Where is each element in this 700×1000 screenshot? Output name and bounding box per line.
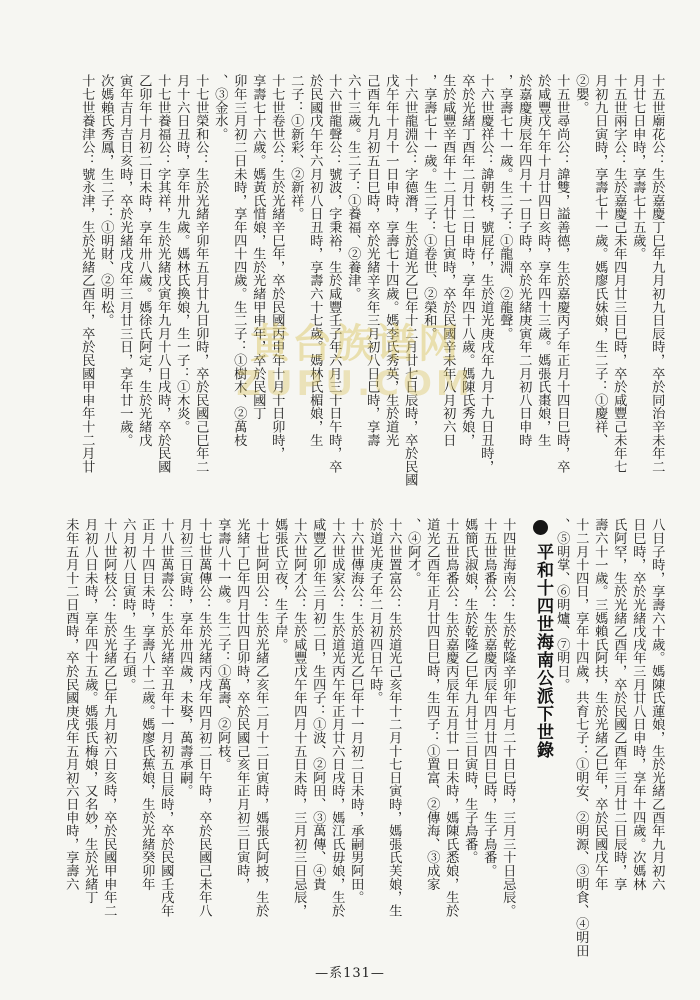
upper-text-column: 己酉年九月初五日巳時，卒於光緒辛亥年三月初八日巳時，享壽 (364, 74, 380, 447)
lower-text-column: 未年五月十二日酉時，卒於民國庚戌年五月初六日申時，享壽六 (63, 518, 79, 891)
lower-text-column: 十五世鳥番公：生於嘉慶丙辰年四月廿四日巳時，生子鳥番。 (481, 518, 497, 878)
upper-text-column: 十七世榮和公：生於光緒辛卯年五月廿九日卯時，卒於民國己巳年二 (193, 74, 209, 473)
upper-text-column: 於嘉慶庚辰年四月十一日子時，卒於光緒庚寅年二月初八日申時 (516, 74, 532, 447)
lower-text-column: 正月十四日未時，享壽八十二歲。媽廖氏蕉娘，生於光緒癸卯年 (139, 518, 155, 891)
upper-text-column: 月十六日丑時，享年卅九歲。媽林氏換娘，生一子：①木炎。 (174, 74, 190, 434)
lower-text-column: 、⑤明掌、⑥明爐、⑦明日。 (554, 518, 570, 691)
lower-text-column: 十六世置富公：生於道光己亥年十二月十七日寅時，媽張氏芙娘，生 (386, 518, 402, 917)
lower-text-column: 十七世萬傳公：生於光緒丙戌年四月初二日午時，卒於民國己未年八 (196, 518, 212, 917)
lower-text-column: 媽簡氏淑娘，生於乾隆乙巳年九月廿三日寅時，生子鳥番。 (462, 518, 478, 864)
upper-text-column: 十七世養福公：字其祥，生於光緒戊寅年九月十八日戌時，卒於民國 (155, 74, 171, 473)
page-number: —系131— (315, 966, 385, 981)
upper-text-column: 於咸豐戊午年十月廿四日亥時，享年四十三歲。媽張氏棗娘，生 (535, 74, 551, 447)
upper-text-column: 卒於光緒丁酉年二月廿二日申時，享年四十八歲。媽陳氏秀娘， (459, 74, 475, 447)
upper-text-column: 月廿七日申時，享壽七十五歲。 (630, 74, 646, 261)
lower-text-column: 十七世阿田公：生於光緒乙亥年二月十二日寅時，媽張氏阿披，生於 (253, 518, 269, 917)
lower-text-column: 十六世成家公：生於道光丙午年正月廿六日戌時，媽江氏毋娘，生於 (329, 518, 345, 917)
lower-text-column: 月初三日寅時，享年卅四歲，未娶，萬壽承嗣。 (177, 518, 193, 798)
lower-text-column: 氏阿罕，生於光緒乙酉年，卒於民國乙酉年三月廿二日辰時，享 (611, 518, 627, 891)
lower-text-column: 光緒丁巳年四月廿四日卯時，卒於民國己亥年正月初三日寅時， (234, 518, 250, 891)
section-heading: 平和十四世海南公派下世錄 (533, 543, 553, 759)
upper-text-column: 十七世卷世公：生於光緒辛巳年，卒於民國丙申年十月十日卯時， (269, 74, 285, 460)
lower-text-column: 道光乙酉年正月廿四日巳時，生四子：①置富、②傳海、③成家 (424, 518, 440, 891)
upper-text-column: 十五世尋尚公：諱雙，謚善德，生於嘉慶丙子年正月十四日巳時，卒 (554, 74, 570, 473)
upper-text-column: 乙卯年十月初二日未時，享年卅八歲。媽徐氏阿定，生於光緒戊 (136, 74, 152, 447)
upper-text-column: 月初九日寅時，享壽七十一歲。媽廖氏妹娘，生二子：①慶祥、 (592, 74, 608, 447)
lower-text-column: 十四世海南公：生於乾隆辛卯年七月二十日巳時，三月三十日忌辰。 (500, 518, 516, 917)
upper-text-column: 享壽七十六歲。媽黃氏惜娘，生於光緒甲申年，卒於民國丁 (250, 74, 266, 420)
upper-text-column: 十六世慶祥公：諱朝枝，號屁仔，生於道光庚戌年九月十九日丑時， (478, 74, 494, 473)
upper-text-column: 十七世養津公：號永津，生於光緒乙酉年，卒於民國甲申年十二月廿 (79, 74, 95, 473)
upper-text-column: 生於咸豐辛酉年十二月廿七日寅時，卒於民國辛未年八月初六日 (440, 74, 456, 447)
lower-text-column: 十六世阿才公：生於咸豐戊午年四月十五日未時，三月初三日忌辰， (291, 518, 307, 917)
lower-text-column: 享壽八十一歲。生二子：①萬壽、②阿枝。 (215, 518, 231, 771)
lower-text-column: 十八世阿枝公：生於光緒乙巳年九月初六日亥時，卒於民國甲申年二 (101, 518, 117, 917)
upper-text-column: 戊午年十月十一日申時，享壽七十四歲。媽李氏秀英，生於道光 (383, 74, 399, 447)
upper-text-column: 二子：①新彩、②新祥。 (288, 74, 304, 221)
upper-text-column: 十六世龍聲公：號波，字秉裕，生於咸豐壬子年六月三十日午時，卒 (326, 74, 342, 473)
upper-text-column: 六十三歲。生二子：①養福、②養津。 (345, 74, 361, 301)
lower-text-column: 十八世萬壽公：生於光緒辛丑年十一月初五日辰時，卒於民國壬戌年 (158, 518, 174, 917)
lower-text-column: 月初八日未時，享年四十五歲。媽張氏梅娘，又名妙，生於光緒丁 (82, 518, 98, 904)
upper-text-column: ，享壽七十一歲。生二子：①卷世、②榮和。 (421, 74, 437, 340)
lower-text-column: 、④阿才。 (405, 518, 421, 585)
upper-text-column: 卯年三月初二日未時，享年四十四歲。生二子：①樹木、②萬枝 (231, 74, 247, 447)
lower-text-column: 六月初八日寅時，生子石頭。 (120, 518, 136, 691)
lower-text-column: 於道光庚子年二月初四日午時。 (367, 518, 383, 705)
lower-text-column: 十五世鳥番公：生於嘉慶丙辰年五月廿一日未時，媽陳氏悉娘，生於 (443, 518, 459, 917)
watermark-text: 黄台族谱网 (250, 321, 460, 367)
watermark-url: ZUPU.COM (236, 364, 474, 404)
upper-text-column: 次媽賴氏秀鳳，生二子：①明財、②明松。 (98, 74, 114, 327)
upper-text-column: 十五世兩字公：生於嘉慶己未年四月廿三日巳時，卒於咸豐己未年七 (611, 74, 627, 473)
lower-text-column: 八日子時，享壽六十歲。媽陳氏蓮娘，生於光緒乙酉年九月初六 (649, 518, 665, 891)
lower-text-column: 日巳時，卒於光緒戊戌年三月廿八日申時，享年十四歲。次媽林 (630, 518, 646, 891)
lower-text-column: 壽六十一歲。三媽賴氏阿扶，生於光緒乙巳年，卒於民國戊午年 (592, 518, 608, 891)
lower-text-column: 十六世傳海公：生於道光乙巳年十一月初二日未時，承嗣男阿田。 (348, 518, 364, 904)
lower-text-column: 十二月十四日，享年十四歲，共育七子：①明安、②明源、③明食、④明田 (573, 518, 589, 957)
upper-text-column: 、③金水。 (212, 74, 228, 141)
lower-text-column: 媽張氏立夜，生子岸。 (272, 518, 288, 651)
upper-text-column: 寅年吉月吉日亥時，卒於光緒戊戌年三月廿三日，享年廿一歲。 (117, 74, 133, 447)
upper-text-column: ②嬰。 (573, 74, 589, 114)
upper-text-column: ，享壽七十一歲。生二子：①龍淵、②龍聲。 (497, 74, 513, 340)
upper-text-column: 十六世龍淵公：字德潛，生於道光乙巳年十二月廿七日辰時，卒於民國 (402, 74, 418, 487)
upper-text-column: 十五世廟花公：生於嘉慶丁巳年九月初九日辰時，卒於同治辛未年二 (649, 74, 665, 473)
section-bullet-icon (533, 520, 548, 535)
upper-text-column: 於民國戊午年六月初八日丑時，享壽六十七歲。媽林氏楣娘，生 (307, 74, 323, 447)
lower-text-column: 咸豐乙卯年三月初二日，生四子：①波、②阿田、③萬傳、④貴 (310, 518, 326, 891)
